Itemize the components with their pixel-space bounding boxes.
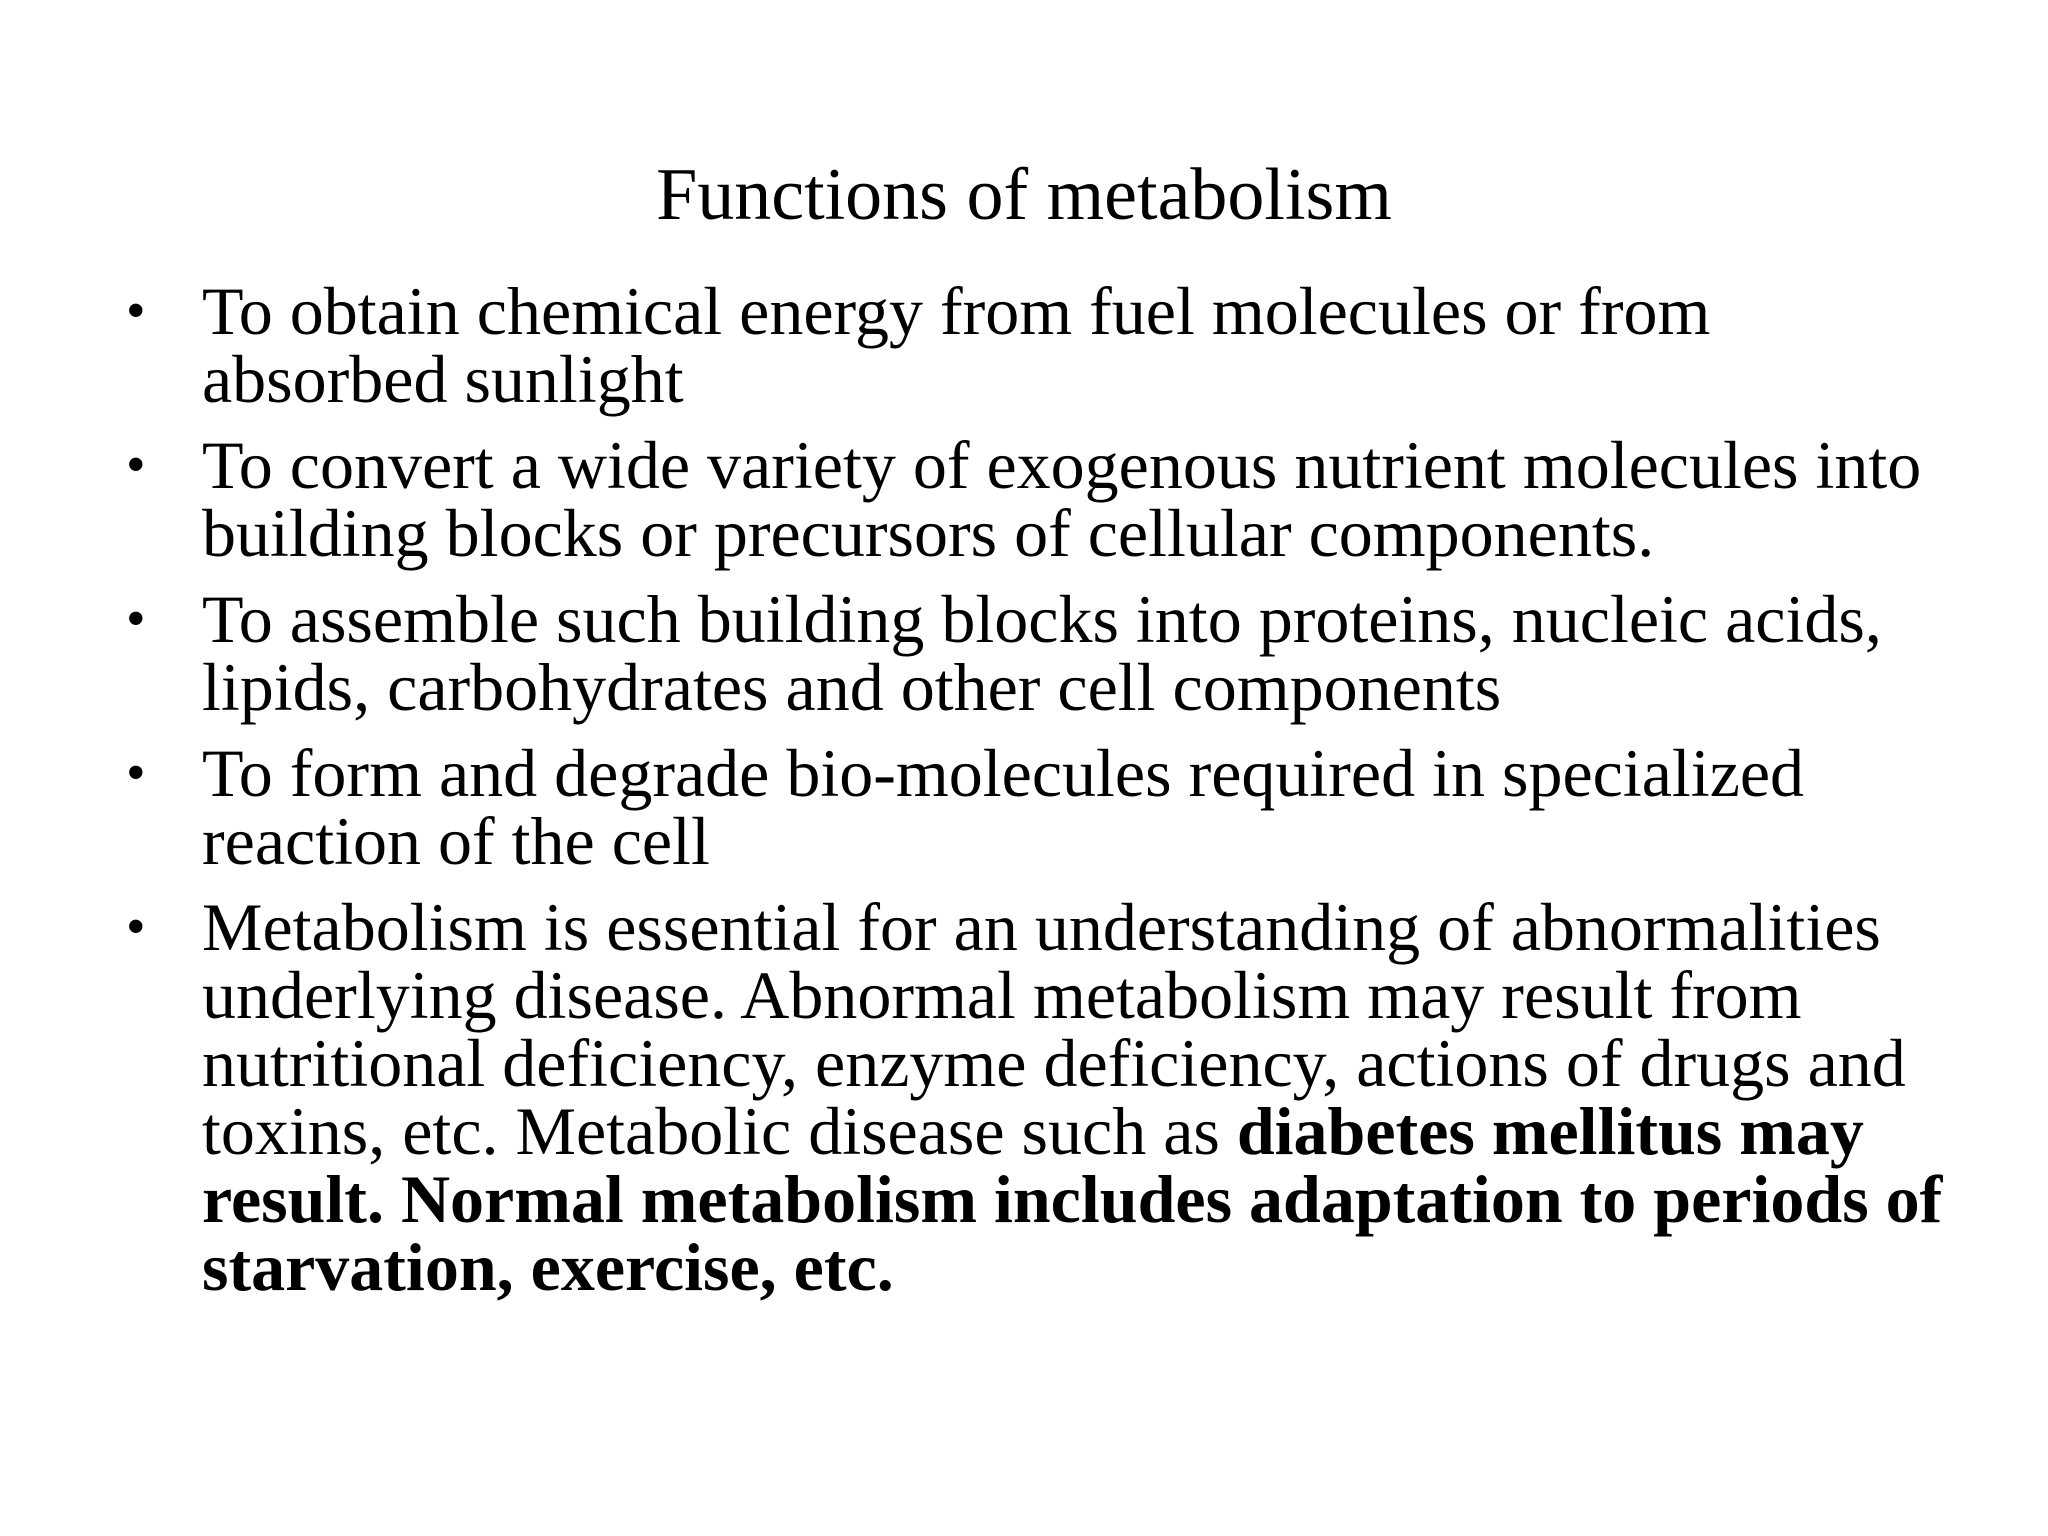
bullet-dot-icon: • [126,742,146,804]
bullet-item-1 [118,273,1948,417]
bullet-text-1: To obtain chemical energy from fuel molecules or from absorbed sunlight [202,273,1711,417]
bullet-item-5 [118,889,1948,1305]
bullet-item-3 [118,581,1948,725]
bullet-text-2: To convert a wide variety of exogenous nutrient molecules into building blocks or precursors of cellular components. [202,427,1922,571]
bullet-dot-icon: • [126,280,146,342]
bullet-text-5-bold: diabetes mellitus may result. Normal metabolism includes adaptation to periods of starvation, exercise, etc. [202,1093,1943,1305]
bullet-list [118,273,1948,1319]
bullet-dot-icon: • [126,896,146,958]
bullet-item-4 [118,735,1948,879]
bullet-dot-icon: • [126,588,146,650]
bullet-text-5: Metabolism is essential for an understanding of abnormalities underlying disease. Abnormal metabolism may result from nutritional deficiency, enzyme deficiency, actions of drugs and toxins, etc. Metabolic disease such as [202,889,1906,1169]
bullet-item-2 [118,427,1948,571]
bullet-dot-icon: • [126,434,146,496]
bullet-text-3: To assemble such building blocks into proteins, nucleic acids, lipids, carbohydrates and other cell components [202,581,1882,725]
slide-title: Functions of metabolism [656,154,1392,236]
bullet-text-4: To form and degrade bio-molecules required in specialized reaction of the cell [202,735,1805,879]
